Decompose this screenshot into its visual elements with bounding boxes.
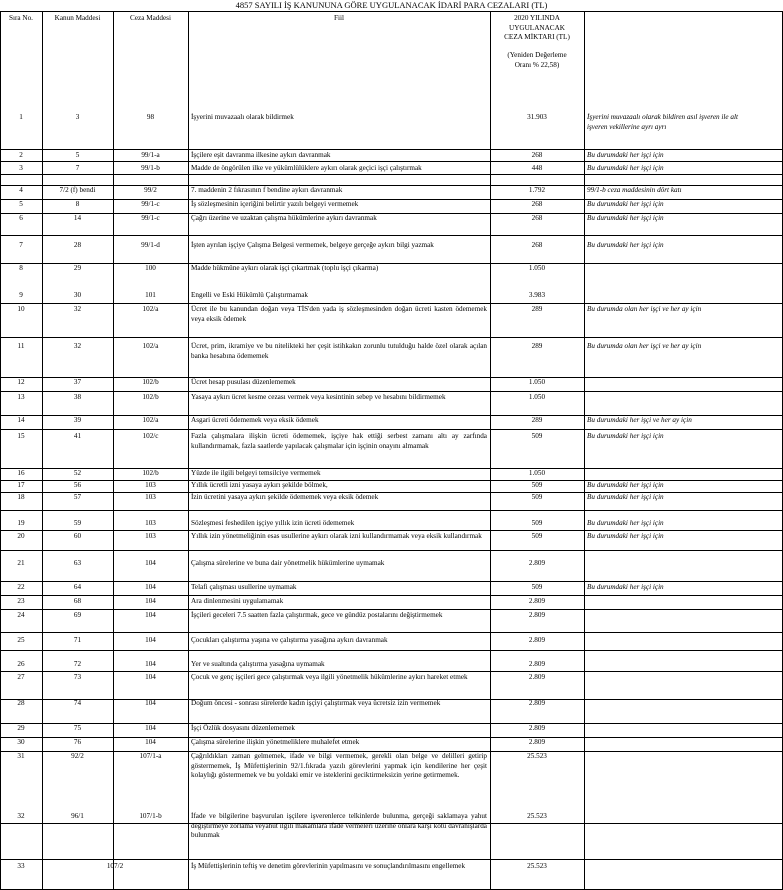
row-note: Bu durumdaki her işçi için bbox=[587, 493, 664, 501]
row-fiil: Ücret, prim, ikramiye ve bu nitelikteki her çeşit istihkakın zorunlu tutulduğu halde özel olarak açılan banka hesabına ödememek bbox=[191, 342, 487, 360]
row-ceza: 104 bbox=[145, 583, 156, 591]
row-sira: 13 bbox=[17, 393, 25, 401]
row-ceza: 103 bbox=[145, 481, 156, 489]
row-ceza: 102/a bbox=[142, 305, 159, 313]
row-note: 99/1-b ceza maddesinin dört katı bbox=[587, 186, 682, 194]
row-miktar: 2.809 bbox=[528, 699, 546, 707]
row-fiil: Asgari ücreti ödememek veya eksik ödemek bbox=[191, 416, 319, 424]
row-miktar: 25.523 bbox=[527, 812, 547, 820]
row-ceza: 102/b bbox=[142, 393, 159, 401]
row-fiil: İşten ayrılan işçiye Çalışma Belgesi vermemek, belgeye gerçeğe aykırı bilgi yazmak bbox=[191, 241, 434, 249]
row-ceza: 103 bbox=[145, 519, 156, 527]
row-kanun: 14 bbox=[73, 214, 82, 222]
row-miktar: 509 bbox=[531, 432, 543, 440]
row-miktar: 31.903 bbox=[527, 113, 547, 121]
row-ceza: 102/a bbox=[142, 342, 159, 350]
row-kanun: 32 bbox=[73, 342, 82, 350]
row-note: Bu durumdaki her işçi için bbox=[587, 151, 664, 159]
row-miktar: 1.050 bbox=[528, 393, 546, 401]
row-miktar: 25.523 bbox=[527, 862, 547, 870]
row-kanun: 5 bbox=[75, 151, 80, 159]
grid-line bbox=[0, 671, 783, 672]
row-sira: 5 bbox=[19, 200, 23, 208]
row-kanun: 41 bbox=[73, 432, 82, 440]
row-sira: 27 bbox=[17, 673, 25, 681]
row-ceza: 104 bbox=[145, 660, 156, 668]
row-note: Bu durumda olan her işçi ve her ay için bbox=[587, 342, 702, 350]
row-kanun: 56 bbox=[73, 481, 82, 489]
row-fiil: İşçilere eşit davranma ilkesine aykırı davranmak bbox=[191, 151, 331, 159]
row-note: Bu durumdaki her işçi için bbox=[587, 164, 664, 172]
row-ceza: 104 bbox=[145, 559, 156, 567]
row-sira: 28 bbox=[17, 699, 25, 707]
row-miktar: 2.809 bbox=[528, 611, 546, 619]
row-kanun: 57 bbox=[73, 493, 82, 501]
row-miktar: 448 bbox=[531, 164, 543, 172]
row-miktar: 1.792 bbox=[528, 186, 546, 194]
row-fiil: Madde hükmüne aykırı olarak işçi çıkartmak (toplu işçi çıkarma) bbox=[191, 264, 379, 272]
row-ceza: 103 bbox=[145, 532, 156, 540]
row-kanun: 37 bbox=[73, 378, 82, 386]
row-sira: 1 bbox=[19, 113, 23, 121]
row-fiil: Sözleşmesi feshedilen işçiye yıllık izin ücreti ödememek bbox=[191, 519, 355, 527]
row-note: İşyerini muvazaalı olarak bildiren asıl işveren ile alt bbox=[587, 113, 738, 121]
grid-line bbox=[0, 632, 783, 633]
grid-line bbox=[0, 581, 783, 582]
row-miktar: 268 bbox=[531, 214, 543, 222]
row-fiil: Çağrıldıkları zaman gelmemek, ifade ve bilgi vermemek, gerekli olan belge ve delilleri getirip göstermemek, İş Müfettişlerinin 92/1.fıkrada yazılı görevlerini yapmak için kendilerine her çeşit kolaylığı göstermemek ve bu yoldaki emir ve isteklerini geciktirmeksizin yerine getirmemek. bbox=[191, 752, 487, 780]
grid-line bbox=[0, 595, 783, 596]
row-sira: 33 bbox=[17, 862, 25, 870]
row-sira: 29 bbox=[17, 724, 25, 732]
row-sira: 18 bbox=[17, 493, 25, 501]
row-kanun: 38 bbox=[73, 393, 82, 401]
row-ceza: 102/a bbox=[142, 416, 159, 424]
row-miktar: 268 bbox=[531, 241, 543, 249]
row-sira: 14 bbox=[17, 416, 25, 424]
row-fiil: İzin ücretini yasaya aykırı şekilde ödememek veya eksik ödemek bbox=[191, 493, 379, 501]
row-ceza: 99/1-c bbox=[141, 200, 160, 208]
row-kanun: 60 bbox=[73, 532, 82, 540]
row-fiil: Doğum öncesi - sonrası sürelerde kadın işçiyi çalıştırmak veya ücretsiz izin vermemek bbox=[191, 699, 441, 707]
row-miktar: 289 bbox=[531, 305, 543, 313]
grid-line bbox=[0, 530, 783, 531]
row-fiil: Madde de öngörülen ilke ve yükümlülüklere aykırı olarak geçici işçi çalıştırmak bbox=[191, 164, 422, 172]
grid-line bbox=[0, 391, 783, 392]
row-sira: 22 bbox=[17, 583, 25, 591]
row-kanun: 32 bbox=[73, 305, 82, 313]
row-fiil: Çağrı üzerine ve uzaktan çalışma hükümlerine aykırı davranmak bbox=[191, 214, 377, 222]
row-kanun: 3 bbox=[75, 113, 80, 121]
row-fiil: Çalışma sürelerine ilişkin yönetmeliklere muhalefet etmek bbox=[191, 738, 360, 746]
row-ceza: 104 bbox=[145, 724, 156, 732]
row-kanun: 74 bbox=[73, 699, 82, 707]
row-kanun: 73 bbox=[73, 673, 82, 681]
row-miktar: 509 bbox=[531, 532, 543, 540]
row-miktar: 2.809 bbox=[528, 597, 546, 605]
row-fiil: Ücret ile bu kanundan doğan veya TİS'den yada iş sözleşmesinden doğan ücreti kasten ödememek veya eksik ödemek bbox=[191, 305, 487, 323]
row-fiil: Çalışma sürelerine ve buna dair yönetmelik hükümlerine uymamak bbox=[191, 559, 385, 567]
grid-line bbox=[0, 11, 783, 12]
row-fiil: Yasaya aykırı ücret kesme cezası vermek veya kesintinin sebep ve hesabını bildirmemek bbox=[191, 393, 446, 401]
row-miktar: 2.809 bbox=[528, 673, 546, 681]
row-miktar: 1.050 bbox=[528, 378, 546, 386]
row-miktar: 2.809 bbox=[528, 724, 546, 732]
row-sira: 16 bbox=[17, 469, 25, 477]
row-miktar: 3.983 bbox=[528, 291, 546, 299]
row-ceza: 104 bbox=[145, 636, 156, 644]
row-ceza: 99/1-a bbox=[141, 151, 160, 159]
row-sira: 20 bbox=[17, 532, 25, 540]
row-note: Bu durumdaki her işçi için bbox=[587, 481, 664, 489]
header-miktar-note: (Yeniden Değerleme Oranı % 22,58) bbox=[507, 51, 567, 69]
row-sira: 10 bbox=[17, 305, 25, 313]
row-sira: 2 bbox=[19, 151, 23, 159]
row-sira: 25 bbox=[17, 636, 25, 644]
row-miktar: 289 bbox=[531, 342, 543, 350]
row-fiil: İşyerini muvazaalı olarak bildirmek bbox=[191, 113, 294, 121]
row-sira: 32 bbox=[17, 812, 25, 820]
row-kanun: 59 bbox=[73, 519, 82, 527]
grid-line bbox=[188, 11, 189, 889]
header-kanun: Kanun Maddesi bbox=[54, 14, 101, 22]
row-note: Bu durumdaki her işçi için bbox=[587, 241, 664, 249]
row-miktar: 268 bbox=[531, 200, 543, 208]
row-sira: 12 bbox=[17, 378, 25, 386]
row-miktar: 289 bbox=[531, 416, 543, 424]
row-kanun: 92/2 bbox=[71, 752, 84, 760]
row-kanun: 76 bbox=[73, 738, 82, 746]
row-sira: 7 bbox=[19, 241, 23, 249]
row-fiil: Telafi çalışması usullerine uymamak bbox=[191, 583, 297, 591]
row-kanun: 68 bbox=[73, 597, 82, 605]
row-ceza: 99/1-c bbox=[141, 214, 160, 222]
row-miktar: 509 bbox=[531, 481, 543, 489]
row-sira: 31 bbox=[17, 752, 25, 760]
row-note: Bu durumdaki her işçi için bbox=[587, 583, 664, 591]
table-title: 4857 SAYILI İŞ KANUNUNA GÖRE UYGULANACAK İDARİ PARA CEZALARI (TL) bbox=[235, 0, 548, 10]
row-ceza: 107/1-b bbox=[139, 812, 162, 820]
grid-line bbox=[0, 429, 783, 430]
row-fiil: Yer ve sualtında çalıştırma yasağına uymamak bbox=[191, 660, 325, 668]
row-fiil: Çocukları çalıştırma yaşına ve çalıştırma yasağına aykırı davranmak bbox=[191, 636, 388, 644]
row-miktar: 2.809 bbox=[528, 660, 546, 668]
grid-line bbox=[0, 337, 783, 338]
row-note: Bu durumda olan her işçi ve her ay için bbox=[587, 305, 702, 313]
row-kanun: 8 bbox=[75, 200, 80, 208]
row-fiil: Yıllık izin yönetmeliğinin esas usullerine aykırı olarak izni kullandırmamak veya eksik kullandırmak bbox=[191, 532, 482, 540]
header-fiil: Fiil bbox=[334, 14, 344, 22]
row-fiil: İfade ve bilgilerine başvurulan işçilere işverenlerce telkinlerde bulunma, gerçeği saklamaya yahut değiştirmeye zorlama veyahut ilgili makamlara ifade vermeleri üzerine onlara karşı kötü davranışlarda bulunmak bbox=[191, 812, 487, 840]
row-ceza: 104 bbox=[145, 738, 156, 746]
row-ceza: 101 bbox=[145, 291, 156, 299]
row-note: Bu durumdaki her işçi için bbox=[587, 200, 664, 208]
row-kanun: 107/2 bbox=[106, 862, 124, 870]
row-miktar: 2.809 bbox=[528, 636, 546, 644]
row-fiil: Fazla çalışmalara ilişkin ücreti ödememek, işçiye hak ettiği serbest zamanı altı ay zarfında kullandırmamak, fazla saatlerde yapılacak çalışmalar için işçinin onayını almamak bbox=[191, 432, 487, 450]
row-miktar: 25.523 bbox=[527, 752, 547, 760]
row-kanun: 30 bbox=[73, 291, 82, 299]
row-fiil: Çocuk ve genç işçileri gece çalıştırmak veya ilgili yönetmelik hükümlerine aykırı hareket etmek bbox=[191, 673, 468, 681]
row-fiil: İş Müfettişlerinin teftiş ve denetim görevlerinin yapılmasını ve sonuçlandırılmasını engellemek bbox=[191, 862, 466, 870]
row-ceza: 104 bbox=[145, 597, 156, 605]
grid-line bbox=[584, 11, 585, 889]
row-sira: 6 bbox=[19, 214, 23, 222]
row-ceza: 102/b bbox=[142, 378, 159, 386]
row-sira: 4 bbox=[19, 186, 23, 194]
grid-line bbox=[0, 174, 783, 175]
header-sira: Sıra No. bbox=[9, 14, 33, 22]
row-kanun: 64 bbox=[73, 583, 82, 591]
row-ceza: 99/1-b bbox=[141, 164, 160, 172]
row-fiil: Yıllık ücretli izni yasaya aykırı şekilde bölmek, bbox=[191, 481, 328, 489]
row-kanun: 96/1 bbox=[71, 812, 84, 820]
row-miktar: 1.050 bbox=[528, 469, 546, 477]
row-sira: 8 bbox=[19, 264, 23, 272]
row-miktar: 509 bbox=[531, 493, 543, 501]
row-kanun: 7 bbox=[75, 164, 80, 172]
row-miktar: 268 bbox=[531, 151, 543, 159]
grid-line bbox=[0, 303, 783, 304]
row-ceza: 102/c bbox=[142, 432, 159, 440]
row-fiil: Yüzde ile ilgili belgeyi temsilciye vermemek bbox=[191, 469, 321, 477]
row-sira: 24 bbox=[17, 611, 25, 619]
row-kanun: 29 bbox=[73, 264, 82, 272]
row-kanun: 28 bbox=[73, 241, 82, 249]
row-fiil: İşçileri geceleri 7.5 saatten fazla çalıştırmak, gece ve gündüz postalarını değiştirmemek bbox=[191, 611, 443, 619]
row-fiil: Engelli ve Eski Hükümlü Çalıştırmamak bbox=[191, 291, 308, 299]
row-sira: 19 bbox=[17, 519, 25, 527]
row-fiil: Ücret hesap pusulası düzenlememek bbox=[191, 378, 296, 386]
row-sira: 26 bbox=[17, 660, 25, 668]
grid-line bbox=[0, 161, 783, 162]
row-kanun: 63 bbox=[73, 559, 82, 567]
grid-line bbox=[0, 650, 783, 651]
row-sira: 3 bbox=[19, 164, 23, 172]
row-sira: 17 bbox=[17, 481, 25, 489]
row-kanun: 52 bbox=[73, 469, 82, 477]
row-miktar: 509 bbox=[531, 519, 543, 527]
row-ceza: 104 bbox=[145, 699, 156, 707]
row-ceza: 99/2 bbox=[144, 186, 157, 194]
row-miktar: 1.050 bbox=[528, 264, 546, 272]
row-note: Bu durumdaki her işçi için bbox=[587, 432, 664, 440]
row-fiil: Ara dinlenmesini uygulamamak bbox=[191, 597, 284, 605]
grid-line bbox=[0, 859, 783, 860]
row-kanun: 69 bbox=[73, 611, 82, 619]
row-kanun: 75 bbox=[73, 724, 82, 732]
row-ceza: 107/1-a bbox=[139, 752, 162, 760]
row-miktar: 2.809 bbox=[528, 559, 546, 567]
row-fiil: İşçi Özlük dosyasını düzenlememek bbox=[191, 724, 295, 732]
row-kanun: 7/2 (f) bendi bbox=[59, 186, 96, 194]
row-miktar: 509 bbox=[531, 583, 543, 591]
header-miktar: 2020 YILINDA UYGULANACAK CEZA MİKTARI (TL) bbox=[504, 14, 570, 42]
row-note: işveren vekillerine ayrı ayrı bbox=[587, 123, 667, 131]
row-note: Bu durumdaki her işçi için bbox=[587, 214, 664, 222]
row-fiil: 7. maddenin 2 fıkrasının f bendine aykırı davranmak bbox=[191, 186, 343, 194]
row-sira: 9 bbox=[19, 291, 23, 299]
grid-line bbox=[0, 235, 783, 236]
row-note: Bu durumdaki her işçi için bbox=[587, 532, 664, 540]
row-miktar: 2.809 bbox=[528, 738, 546, 746]
row-kanun: 39 bbox=[73, 416, 82, 424]
row-kanun: 71 bbox=[73, 636, 82, 644]
row-ceza: 102/b bbox=[142, 469, 159, 477]
row-sira: 23 bbox=[17, 597, 25, 605]
row-ceza: 100 bbox=[145, 264, 156, 272]
row-kanun: 72 bbox=[73, 660, 82, 668]
row-ceza: 104 bbox=[145, 673, 156, 681]
row-sira: 30 bbox=[17, 738, 25, 746]
row-sira: 11 bbox=[17, 342, 25, 350]
row-ceza: 104 bbox=[145, 611, 156, 619]
row-note: Bu durumdaki her işçi için bbox=[587, 519, 664, 527]
header-ceza: Ceza Maddesi bbox=[130, 14, 171, 22]
grid-line bbox=[0, 609, 783, 610]
grid-line bbox=[0, 550, 783, 551]
row-ceza: 103 bbox=[145, 493, 156, 501]
row-ceza: 99/1-d bbox=[141, 241, 160, 249]
grid-line bbox=[0, 510, 783, 511]
row-fiil: İş sözleşmesinin içeriğini belirtir yazılı belgeyi vermemek bbox=[191, 200, 359, 208]
row-ceza: 98 bbox=[146, 113, 155, 121]
grid-line bbox=[0, 149, 783, 150]
row-note: Bu durumdaki her işçi ve her ay için bbox=[587, 416, 692, 424]
row-sira: 15 bbox=[17, 432, 25, 440]
row-sira: 21 bbox=[17, 559, 25, 567]
